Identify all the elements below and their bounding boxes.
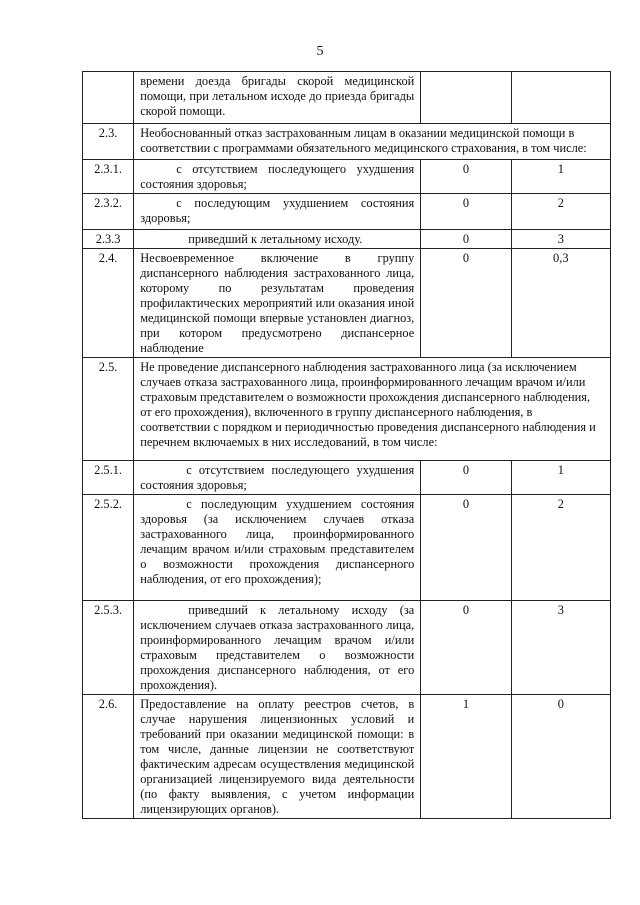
row-number: 2.3.3 [83,230,134,249]
row-number: 2.5. [83,358,134,461]
row-value-2: 1 [511,461,610,495]
row-value-2: 3 [511,601,610,695]
row-value-2: 2 [511,194,610,230]
row-number: 2.5.3. [83,601,134,695]
row-description: с отсутствием последующего ухудшения состояния здоровья; [134,461,421,495]
row-value-1: 0 [421,160,511,194]
table-row [83,194,611,230]
row-value-2: 0 [511,695,610,819]
row-number: 2.5.1. [83,461,134,495]
row-number: 2.6. [83,695,134,819]
row-description: с отсутствием последующего ухудшения состояния здоровья; [134,160,421,194]
row-number: 2.3.1. [83,160,134,194]
row-description: с последующим ухудшением состояния здоровья; [134,194,421,230]
row-number: 2.5.2. [83,495,134,601]
row-description: Предоставление на оплату реестров счетов, в случае нарушения лицензионных условий и требований при оказании медицинской помощи: в том числе, данные лицензии не соответствуют фактическим адресам осуществления медицинской организацией лицензируемого вида деятельности (по факту выявления, с учетом информации лицензирующих органов). [134,695,421,819]
table-row [83,72,611,124]
row-value-1: 0 [421,601,511,695]
row-value-1: 0 [421,194,511,230]
table-row [83,230,611,249]
row-description: Несвоевременное включение в группу диспансерного наблюдения застрахованного лица, которому по результатам проведения профилактических мероприятий или оказания иной медицинской помощи впервые установлен диагноз, при котором предусмотрено диспансерное наблюдение [134,249,421,358]
row-value-1: 0 [421,461,511,495]
page-number: 5 [316,44,324,59]
table-row [83,601,611,695]
table-row [83,160,611,194]
table-row [83,495,611,601]
table-row [83,124,611,160]
row-number: 2.3. [83,124,134,160]
row-value-2: 3 [511,230,610,249]
row-description: Необоснованный отказ застрахованным лицам в оказании медицинской помощи в соответствии с программами обязательного медицинского страхования, в том числе: [134,124,611,160]
violations-table [82,71,611,819]
row-description: приведший к летальному исходу. [134,230,421,249]
table-row [83,249,611,358]
table-row [83,695,611,819]
table-row [83,358,611,461]
row-description: времени доезда бригады скорой медицинской помощи, при летальном исходе до приезда бригады скорой помощи. [134,72,421,124]
row-description: Не проведение диспансерного наблюдения застрахованного лица (за исключением случаев отказа застрахованного лица, проинформированного лечащим врачом и/или страховым представителем о возможности прохождения диспансерного наблюдения, от его прохождения), включенного в группу диспансерного наблюдения, в соответствии с порядком и периодичностью проведения диспансерного наблюдения и перечнем включаемых в них исследований, в том числе: [134,358,611,461]
row-value-2 [511,72,610,124]
row-value-1: 0 [421,495,511,601]
row-value-2: 2 [511,495,610,601]
row-value-1: 1 [421,695,511,819]
row-value-2: 0,3 [511,249,610,358]
row-description: с последующим ухудшением состояния здоровья (за исключением случаев отказа застрахованного лица, проинформированного лечащим врачом и/или страховым представителем о возможности прохождения диспансерного наблюдения, от его прохождения); [134,495,421,601]
table-row [83,461,611,495]
row-value-2: 1 [511,160,610,194]
row-description: приведший к летальному исходу (за исключением случаев отказа застрахованного лица, проинформированного лечащим врачом и/или страховым представителем о возможности прохождения диспансерного наблюдения, от его прохождения). [134,601,421,695]
row-value-1: 0 [421,249,511,358]
row-number [83,72,134,124]
row-number: 2.4. [83,249,134,358]
row-value-1 [421,72,511,124]
row-value-1: 0 [421,230,511,249]
row-number: 2.3.2. [83,194,134,230]
